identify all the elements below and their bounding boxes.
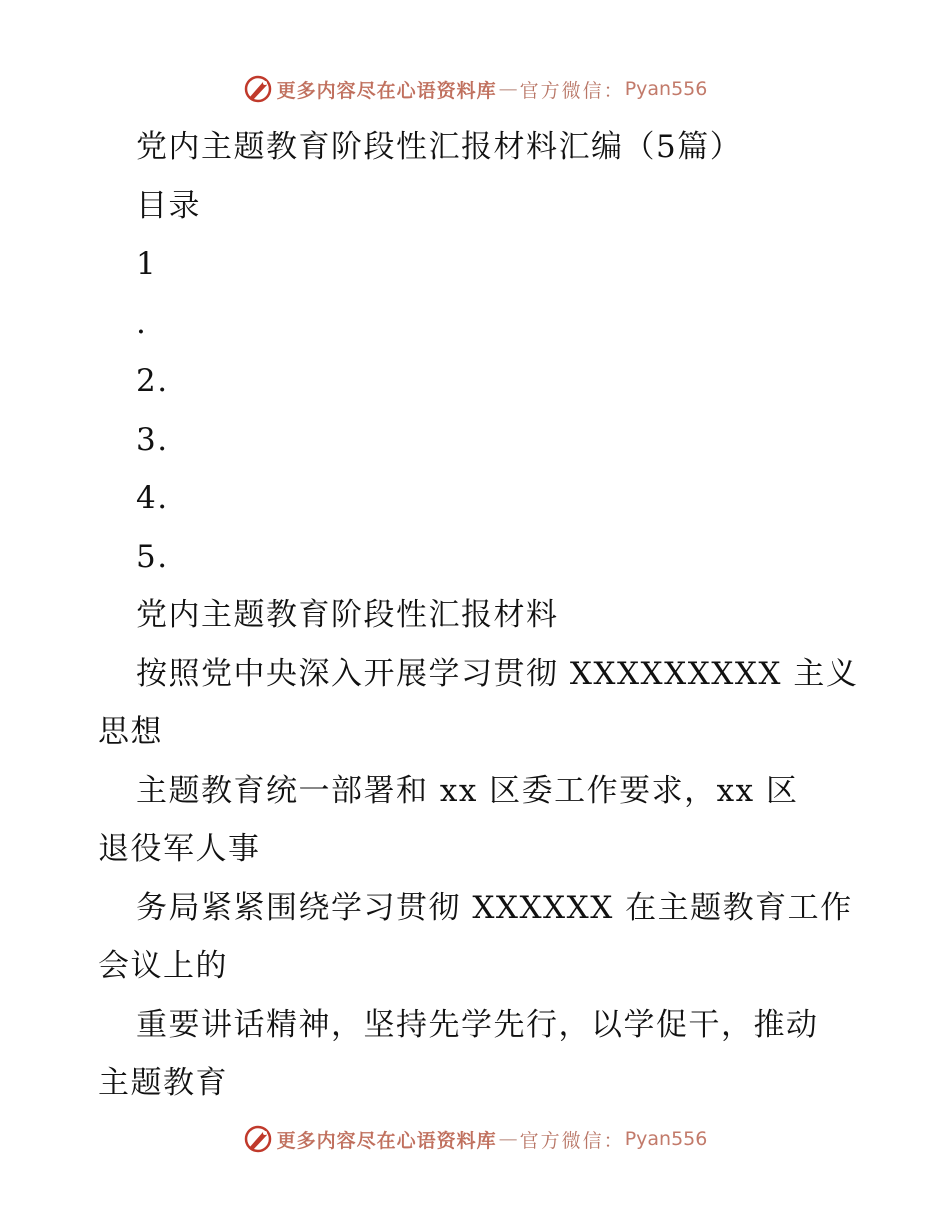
toc-item-3: 3. [136, 421, 169, 458]
watermark-id: Pyan556 [624, 78, 708, 100]
watermark-label: 官方微信： [519, 1129, 625, 1152]
toc-item-4: 4. [136, 480, 169, 516]
paragraph-line: 思想 [98, 714, 163, 750]
toc-item-2: 2. [136, 363, 169, 399]
paragraph-line: 务局紧紧围绕学习贯彻 XXXXXX 在主题教育工作 [136, 889, 853, 926]
document-body [98, 118, 858, 1113]
pen-logo-icon [243, 1124, 273, 1154]
toc-item-1: 1 [136, 246, 158, 282]
watermark-label: 官方微信： [519, 79, 625, 102]
watermark-brand: 更多内容尽在心语资料库 [276, 79, 497, 102]
watermark-dash: — [498, 78, 518, 100]
section-heading: 党内主题教育阶段性汇报材料 [136, 597, 559, 633]
toc-item-1-dot: . [136, 304, 148, 341]
doc-title: 党内主题教育阶段性汇报材料汇编（5篇） [136, 129, 743, 165]
paragraph-line: 重要讲话精神，坚持先学先行，以学促干，推动 [136, 1006, 819, 1043]
toc-item-5: 5. [136, 538, 169, 575]
footer-watermark [0, 1124, 950, 1154]
header-watermark [0, 74, 950, 104]
toc-heading: 目录 [136, 187, 201, 224]
pen-logo-icon [243, 74, 273, 104]
paragraph-line: 会议上的 [98, 948, 228, 984]
paragraph-line: 主题教育 [98, 1065, 228, 1101]
paragraph-line: 按照党中央深入开展学习贯彻 XXXXXXXXX 主义 [136, 655, 859, 692]
paragraph-line: 主题教育统一部署和 xx 区委工作要求，xx 区 [136, 772, 799, 809]
watermark-id: Pyan556 [624, 1128, 708, 1150]
paragraph-line: 退役军人事 [98, 831, 261, 867]
watermark-brand: 更多内容尽在心语资料库 [276, 1129, 497, 1152]
watermark-dash: — [498, 1128, 518, 1150]
